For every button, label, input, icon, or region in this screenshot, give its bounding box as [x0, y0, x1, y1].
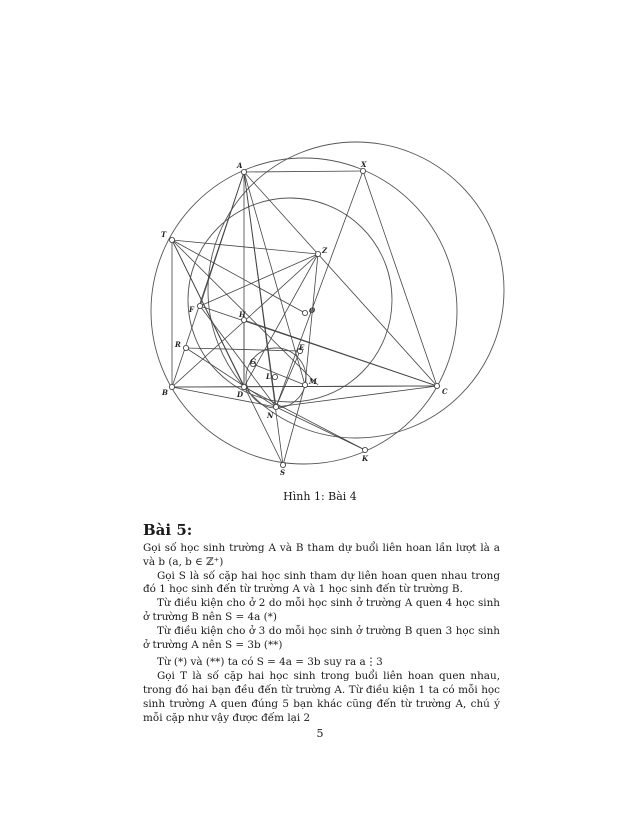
label-o: O	[309, 306, 316, 315]
label-s: S	[280, 468, 286, 477]
paragraph: Gọi S là số cặp hai học sinh tham dự liên hoan quen nhau trong đó 1 học sinh đến từ trường A và 1 học sinh đến từ trường B.	[143, 569, 500, 596]
circle-through-x	[208, 142, 504, 438]
point-x	[360, 168, 365, 173]
label-c: C	[442, 387, 448, 396]
label-m: M	[309, 377, 317, 386]
label-d: D	[237, 390, 244, 399]
label-x: X	[361, 160, 367, 169]
paragraph: Gọi T là số cặp hai học sinh trong buổi liên hoan quen nhau, trong đó hai bạn đều đến từ trường A. Từ điều kiện 1 ta có mỗi học sinh trường A quen đúng 5 bạn khác cũng đến từ trường A, chú ý mỗi cặp như vậy được đếm lại 2	[143, 670, 500, 724]
point-a	[241, 169, 246, 174]
section-title: Bài 5:	[143, 521, 193, 539]
paragraph: Từ (*) và (**) ta có S = 4a = 3b suy ra a⋮3	[157, 656, 383, 669]
label-h: H	[239, 310, 246, 319]
point-d	[241, 384, 246, 389]
point-b	[169, 384, 174, 389]
point-k	[362, 447, 367, 452]
label-r: R	[175, 340, 181, 349]
label-g: G	[250, 357, 256, 366]
page-number: 5	[316, 727, 324, 740]
label-f: F	[189, 305, 194, 314]
label-z: Z	[322, 246, 328, 255]
label-e: E	[299, 343, 305, 352]
point-o	[302, 310, 307, 315]
point-s	[280, 462, 285, 467]
label-k: K	[362, 454, 369, 463]
point-c	[434, 383, 439, 388]
label-b: B	[162, 388, 168, 397]
point-m	[302, 382, 307, 387]
point-l	[272, 374, 277, 379]
paragraph: Gọi số học sinh trường A và B tham dự buổi liên hoan lần lượt là a và b (a, b ∈ ℤ⁺)	[143, 542, 500, 568]
construction-lines	[172, 171, 437, 465]
point-z	[315, 251, 320, 256]
circle-inner-left	[188, 198, 392, 402]
section-body	[143, 542, 500, 725]
point-t	[169, 237, 174, 242]
paragraph: Từ điều kiện cho ở 2 do mỗi học sinh ở trường A quen 4 học sinh ở trường B nên S = 4a (*)	[143, 597, 500, 623]
paragraph: Từ điều kiện cho ở 3 do mỗi học sinh ở trường B quen 3 học sinh ở trường A nên S = 3b (**)	[143, 624, 500, 651]
point-r	[183, 345, 188, 350]
label-n: N	[267, 411, 274, 420]
label-t: T	[161, 230, 167, 239]
figure-caption: Hình 1: Bài 4	[283, 490, 357, 503]
label-l: L	[266, 372, 271, 381]
point-n	[273, 404, 278, 409]
point-f	[197, 303, 202, 308]
label-a: A	[237, 161, 243, 170]
